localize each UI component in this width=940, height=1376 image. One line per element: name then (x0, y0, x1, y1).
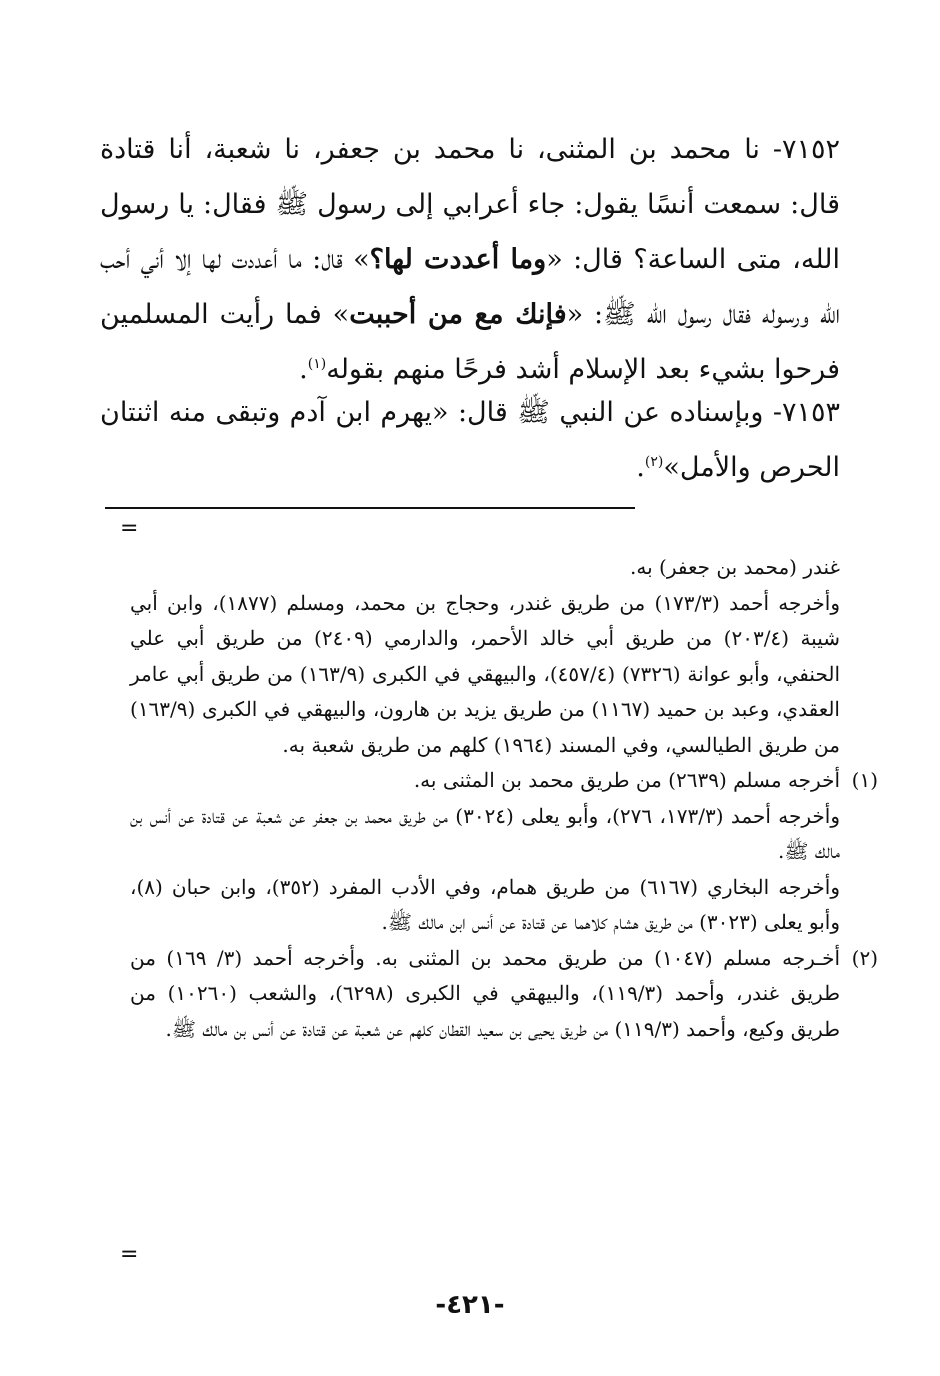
hadith-text: نا محمد بن المثنى، نا محمد بن جعفر، نا شعبة، أنا قتادة قال: سمعت أنسًا يقول: جاء أعرابي إلى رسول ﷺ فقال: يا رسول الله، متى الساعة؟ قال: « (100, 134, 841, 275)
footnote-number: (١) (851, 768, 878, 792)
footnote-line: أخرجه مسلم (٢٦٣٩) من طريق محمد بن المثنى به. (413, 768, 840, 792)
footnote-1 (130, 763, 878, 941)
footnote-line: وأخرجه البخاري (٦١٦٧) من طريق همام، وفي الأدب المفرد (٣٥٢)، وابن حبان (٨)، وأبو يعلى (٣٠٢٣) من طريق هشام كلاهما عن قتادة عن أنس ابن مالك ﷺ. (130, 874, 840, 934)
prophet-quote: فإنك مع من أحببت (349, 299, 567, 330)
footnote-line: غندر (محمد بن جعفر) به. (630, 555, 840, 579)
footnote-line: وأخرجه أحمد (١٧٣/٣، ٢٧٦)، وأبو يعلى (٣٠٢٤) من طريق محمد بن جعفر عن شعبة عن قتادة عن أنس بن مالك ﷺ. (130, 803, 841, 863)
hadith-text: » فما رأيت المسلمين فرحوا بشيء بعد الإسلام أشد فرحًا منهم بقوله (100, 299, 840, 385)
hadith-number: ٧١٥٢- (772, 134, 840, 165)
hadith-paragraph (100, 122, 840, 397)
prophet-quote: وما أعددت لها؟ (369, 244, 547, 275)
sentence-end: . (636, 452, 645, 483)
footnote-ref[interactable]: (١) (307, 356, 327, 372)
footnote-continued (130, 550, 840, 763)
continuation-mark: = (120, 516, 139, 541)
footnote-separator (105, 507, 635, 509)
footnote-line: أخـرجه مسلم (١٠٤٧) من طريق محمد بن المثنى به. وأخرجه أحمد (٣/ ١٦٩) من طريق غندر، وأحمد (١١٩/٣)، والبيهقي في الكبرى (٦٢٩٨)، والشعب (١٠٢٦٠) من طريق وكيع، وأحمد (١١٩/٣) من طريق يحيى بن سعيد القطان كلهم عن شعبة عن قتادة عن أنس بن مالك ﷺ. (130, 945, 840, 1041)
hadith-number: ٧١٥٣- (772, 397, 840, 428)
footnotes (130, 550, 878, 1047)
footnote-number: (٢) (851, 945, 878, 970)
hadith-7153 (100, 385, 840, 495)
hadith-paragraph (100, 385, 840, 495)
hadith-7152 (100, 122, 840, 397)
footnote-2 (130, 941, 878, 1048)
footnote-ref[interactable]: (٢) (644, 454, 664, 470)
page-number: -٤٢١- (435, 1290, 505, 1320)
footnote-line: وأخرجه أحمد (١٧٣/٣) من طريق غندر، وحجاج بن محمد، ومسلم (١٨٧٧)، وابن أبي شيبة (٢٠٣/٤) من طريق أبي خالد الأحمر، والدارمي (٢٤٠٩) من طريق أبي علي الحنفي، وأبو عوانة (٧٣٢٦) (٤٥٧/٤)، والبيهقي في الكبرى (١٦٣/٩) من طريق أبي عامر العقدي، وعبد بن حميد (١١٦٧) من طريق يزيد بن هارون، والبيهقي في الكبرى (١٦٣/٩) من طريق الطيالسي، وفي المسند (١٩٦٤) كلهم من طريق شعبة به. (130, 590, 841, 757)
continuation-mark: = (120, 1242, 139, 1267)
sentence-end: . (299, 354, 308, 385)
hadith-text: » قال: ما أعددت لها إلا أني أحب الله ورسوله فقال رسول الله ﷺ: « (100, 244, 840, 330)
hadith-text: وبإسناده عن النبي ﷺ قال: «يهرم ابن آدم وتبقى منه اثنتان الحرص والأمل» (100, 397, 840, 483)
